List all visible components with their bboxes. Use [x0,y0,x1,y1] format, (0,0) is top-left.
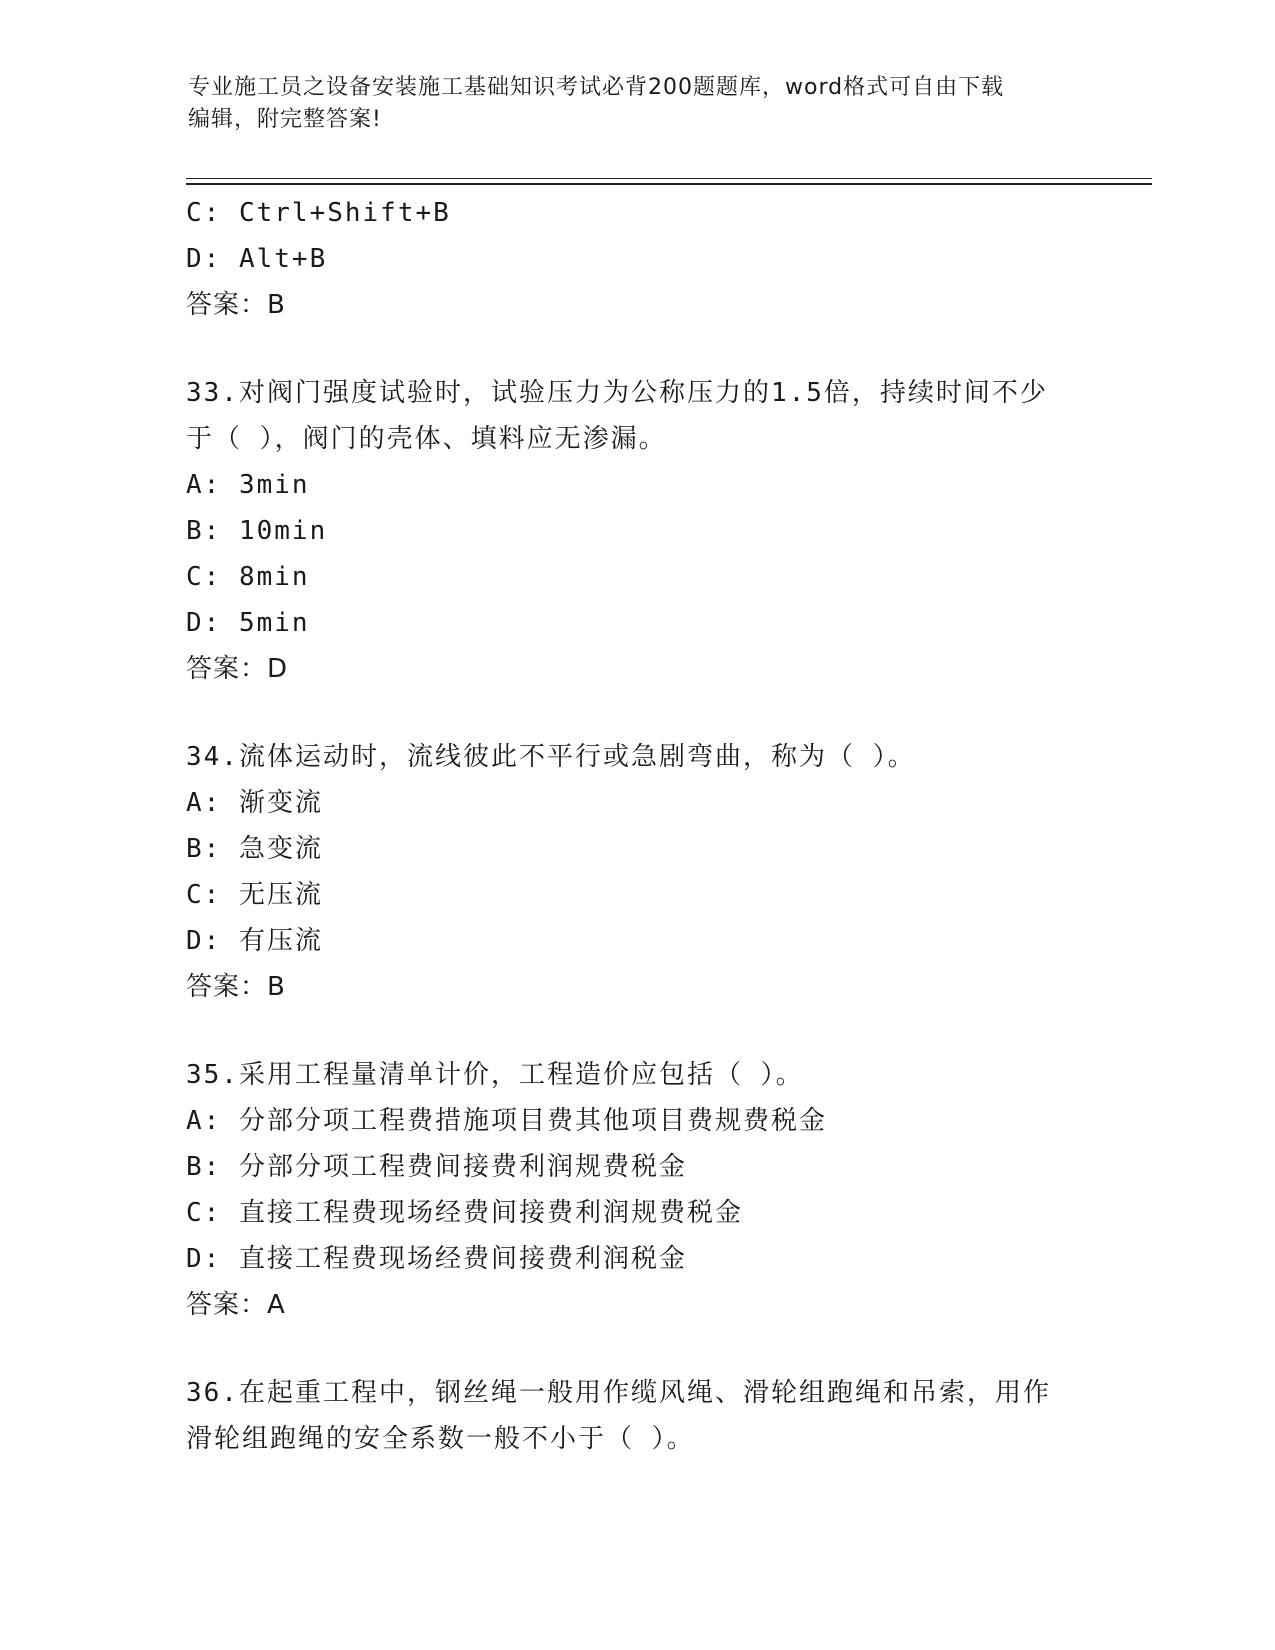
spacer [186,1328,1086,1370]
question-stem-line1: 35.采用工程量清单计价，工程造价应包括（ ）。 [186,1060,804,1090]
option-c: C: Ctrl+Shift+B [186,198,451,228]
option-d: D: 直接工程费现场经费间接费利润税金 [186,1244,687,1274]
option-a: A: 3min [186,470,310,500]
option-a: A: 渐变流 [186,788,323,818]
spacer [186,328,1086,370]
header-divider-thin [186,178,1152,179]
option-b: B: 10min [186,516,328,546]
spacer [186,1010,1086,1052]
question-stem-line1: 36.在起重工程中，钢丝绳一般用作缆风绳、滑轮组跑绳和吊索，用作 [186,1378,1051,1408]
option-c: C: 8min [186,562,310,592]
question-32-tail [186,190,1086,328]
option-b: B: 分部分项工程费间接费利润规费税金 [186,1152,687,1182]
option-b: B: 急变流 [186,834,323,864]
answer-label: 答案：D [186,654,289,684]
option-d: D: Alt+B [186,244,328,274]
header-title-line1: 专业施工员之设备安装施工基础知识考试必背200题题库，word格式可自由下载 [188,75,1005,100]
question-stem-line2: 滑轮组跑绳的安全系数一般不小于（ ）。 [186,1424,695,1454]
answer-label: 答案：A [186,1290,286,1320]
question-list [186,190,1086,1462]
answer-label: 答案：B [186,290,286,320]
header-title-line2: 编辑，附完整答案! [188,107,382,132]
question-36 [186,1370,1086,1462]
header-divider-thick [186,183,1152,185]
document-header [188,72,1088,136]
option-c: C: 无压流 [186,880,323,910]
answer-label: 答案：B [186,972,286,1002]
option-a: A: 分部分项工程费措施项目费其他项目费规费税金 [186,1106,827,1136]
question-stem-line2: 于（ ），阀门的壳体、填料应无渗漏。 [186,424,667,454]
question-stem-line1: 33.对阀门强度试验时，试验压力为公称压力的1.5倍，持续时间不少 [186,378,1048,408]
option-c: C: 直接工程费现场经费间接费利润规费税金 [186,1198,743,1228]
option-d: D: 有压流 [186,926,323,956]
spacer [186,692,1086,734]
question-33 [186,370,1086,692]
option-d: D: 5min [186,608,310,638]
question-stem-line1: 34.流体运动时，流线彼此不平行或急剧弯曲，称为（ ）。 [186,742,916,772]
question-34 [186,734,1086,1010]
question-35 [186,1052,1086,1328]
